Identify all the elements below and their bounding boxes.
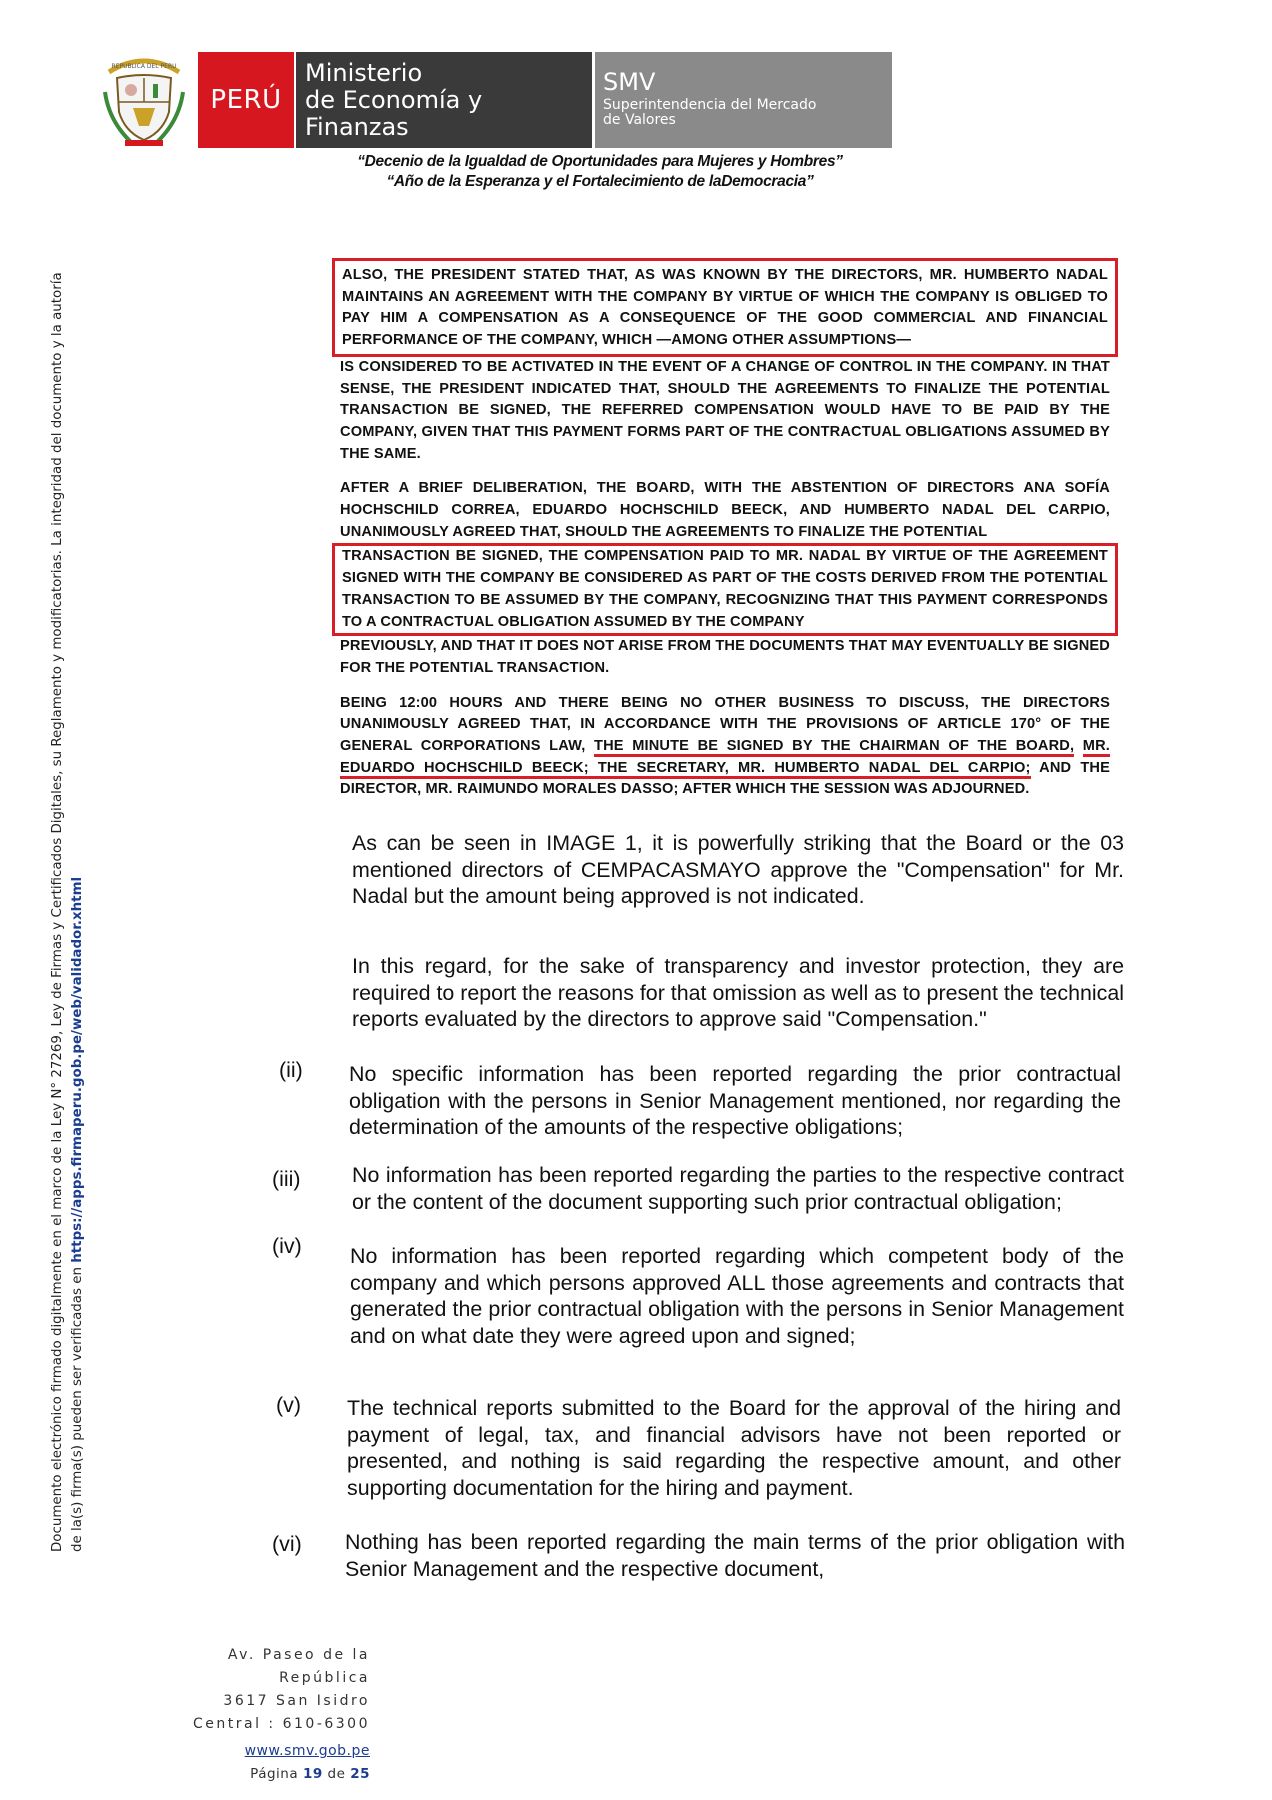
coat-of-arms-icon	[103, 52, 185, 148]
minutes-paragraph-3	[340, 693, 1110, 802]
ministry-line1: Ministerio	[305, 58, 423, 87]
minutes-p1-rest: IS CONSIDERED TO BE ACTIVATED IN THE EVENT OF A CHANGE OF CONTROL IN THE COMPANY. IN THAT SENSE, THE PRESIDENT INDICATED THAT, SHOULD THE AGREEMENTS TO FINALIZE THE POTENTIAL TRANSACTION BE SIGNED, THE REFERRED COMPENSATION WOULD HAVE TO BE PAID BY THE COMPANY, GIVEN THAT THIS PAYMENT FORMS PART OF THE CONTRACTUAL OBLIGATIONS ASSUMED BY THE SAME.	[340, 358, 1110, 462]
footer-address1: Av. Paseo de la República	[227, 1647, 370, 1686]
agency-line1: Superintendencia del Mercado	[603, 97, 817, 113]
page-of: de	[327, 1766, 346, 1782]
ministry-logo-block	[296, 52, 592, 148]
country-name: PERÚ	[210, 85, 282, 115]
stamp-line2-prefix: de la(s) firma(s) pueden ser verificadas en	[70, 1262, 85, 1552]
motto-line1: “Decenio de la Igualdad de Oportunidades para Mujeres y Hombres”	[357, 153, 843, 170]
underline-highlight-2: MR. EDUARDO HOCHSCHILD BEECK; THE SECRETARY, MR. HUMBERTO NADAL DEL CARPIO;	[340, 738, 1110, 779]
page-number	[140, 1763, 370, 1786]
item-text-v: The technical reports submitted to the Board for the approval of the hiring and payment of legal, tax, and financial advisors have not been reported or presented, and nothing is said regarding the respective amount, and other supporting documentation for the hiring and payment.	[347, 1396, 1121, 1500]
validator-link[interactable]: https://apps.firmaperu.gob.pe/web/validador.xhtml	[70, 876, 85, 1263]
agency-acronym: SMV	[603, 68, 656, 96]
body-paragraph-1: As can be seen in IMAGE 1, it is powerfully striking that the Board or the 03 mentioned directors of CEMPACASMAYO approve the "Compensation" for Mr. Nadal but the amount being approved is not indicated.	[352, 831, 1124, 908]
footer-phone: Central : 610-6300	[193, 1716, 370, 1732]
item-number-iii: (iii)	[272, 1167, 301, 1191]
ministry-line2: de Economía y Finanzas	[305, 85, 483, 141]
item-number-vi: (vi)	[272, 1532, 302, 1556]
item-text-ii: No specific information has been reported regarding the prior contractual obligation with the persons in Senior Management mentioned, nor regarding the determination of the amounts of the respective obligations;	[349, 1062, 1121, 1139]
motto-line2: “Año de la Esperanza y el Fortalecimiento de laDemocracia”	[386, 173, 814, 190]
minutes-p3-start: BEING 12:00 HOURS AND THERE BEING NO OTHER BUSINESS TO DISCUSS, THE DIRECTORS UNANIMOUSLY AGREED THAT, IN ACCORDANCE WITH THE PROVISIONS OF ARTICLE 170° OF THE GENERAL CORPORATIONS LAW,	[340, 694, 1110, 755]
footer-address2: 3617 San Isidro	[223, 1693, 370, 1709]
footer-website-link[interactable]: www.smv.gob.pe	[244, 1743, 370, 1759]
minutes-p2-start: AFTER A BRIEF DELIBERATION, THE BOARD, WITH THE ABSTENTION OF DIRECTORS ANA SOFÍA HOCHSCHILD CORREA, EDUARDO HOCHSCHILD BEECK, AND HUMBERTO NADAL DEL CARPIO, UNANIMOUSLY AGREED THAT, SHOULD THE AGREEMENTS TO FINALIZE THE POTENTIAL	[340, 480, 1110, 540]
footer-address	[140, 1644, 370, 1786]
quoted-minutes	[340, 258, 1110, 814]
highlight-box-1	[332, 258, 1118, 357]
page-total: 25	[350, 1766, 370, 1782]
minutes-p2-rest: PREVIOUSLY, AND THAT IT DOES NOT ARISE FROM THE DOCUMENTS THAT MAY EVENTUALLY BE SIGNED FOR THE POTENTIAL TRANSACTION.	[340, 638, 1110, 676]
item-number-v: (v)	[276, 1393, 301, 1417]
underline-highlight-1: THE MINUTE BE SIGNED BY THE CHAIRMAN OF THE BOARD,	[594, 738, 1074, 757]
item-text-vi: Nothing has been reported regarding the main terms of the prior obligation with Senior Management and the respective document,	[345, 1530, 1125, 1581]
highlight-box-2	[332, 543, 1118, 636]
item-text-iii: No information has been reported regarding the parties to the respective contract or the content of the document supporting such prior contractual obligation;	[352, 1163, 1124, 1214]
stamp-line1: Documento electrónico firmado digitalmente en el marco de la Ley N° 27269, Ley de Firmas y Certificados Digitales, su Reglamento y modificatorias. La integridad del documento y la autoría	[50, 272, 65, 1552]
minutes-p1-boxed: ALSO, THE PRESIDENT STATED THAT, AS WAS KNOWN BY THE DIRECTORS, MR. HUMBERTO NADAL MAINTAINS AN AGREEMENT WITH THE COMPANY BY VIRTUE OF WHICH THE COMPANY IS OBLIGED TO PAY HIM A COMPENSATION AS A CONSEQUENCE OF THE GOOD COMMERCIAL AND FINANCIAL PERFORMANCE OF THE COMPANY, WHICH —AMONG OTHER ASSUMPTIONS—	[342, 267, 1108, 349]
digital-signature-stamp	[48, 222, 88, 1552]
item-number-iv: (iv)	[272, 1234, 302, 1258]
stamp-line2	[68, 222, 88, 1552]
crest-label: REPUBLICA DEL PERU	[111, 63, 177, 70]
item-text-iv: No information has been reported regarding which competent body of the company and which persons approved ALL those agreements and contracts that generated the prior contractual obligation with the persons in Senior Management and on what date they were agreed upon and signed;	[350, 1244, 1124, 1348]
minutes-p3-rest: AND THE DIRECTOR, MR. RAIMUNDO MORALES DASSO; AFTER WHICH THE SESSION WAS ADJOURNED.	[340, 759, 1110, 798]
body-paragraph-2: In this regard, for the sake of transparency and investor protection, they are required to report the reasons for that omission as well as to present the technical reports evaluated by the directors to approve said "Compensation."	[352, 954, 1124, 1031]
page-current: 19	[302, 1766, 323, 1782]
minutes-paragraph-2	[340, 478, 1110, 679]
minutes-p2-boxed: TRANSACTION BE SIGNED, THE COMPENSATION PAID TO MR. NADAL BY VIRTUE OF THE AGREEMENT SIGNED WITH THE COMPANY BE CONSIDERED AS PART OF THE COSTS DERIVED FROM THE POTENTIAL TRANSACTION TO BE ASSUMED BY THE COMPANY, RECOGNIZING THAT THIS PAYMENT CORRESPONDS TO A CONTRACTUAL OBLIGATION ASSUMED BY THE COMPANY	[342, 548, 1108, 630]
agency-line2: de Valores	[603, 112, 676, 128]
minutes-paragraph-1	[340, 258, 1110, 465]
motto	[300, 152, 900, 192]
peru-logo-block	[198, 52, 294, 148]
page-label: Página	[250, 1766, 299, 1782]
item-number-ii: (ii)	[279, 1058, 303, 1082]
smv-logo-block	[595, 52, 892, 148]
